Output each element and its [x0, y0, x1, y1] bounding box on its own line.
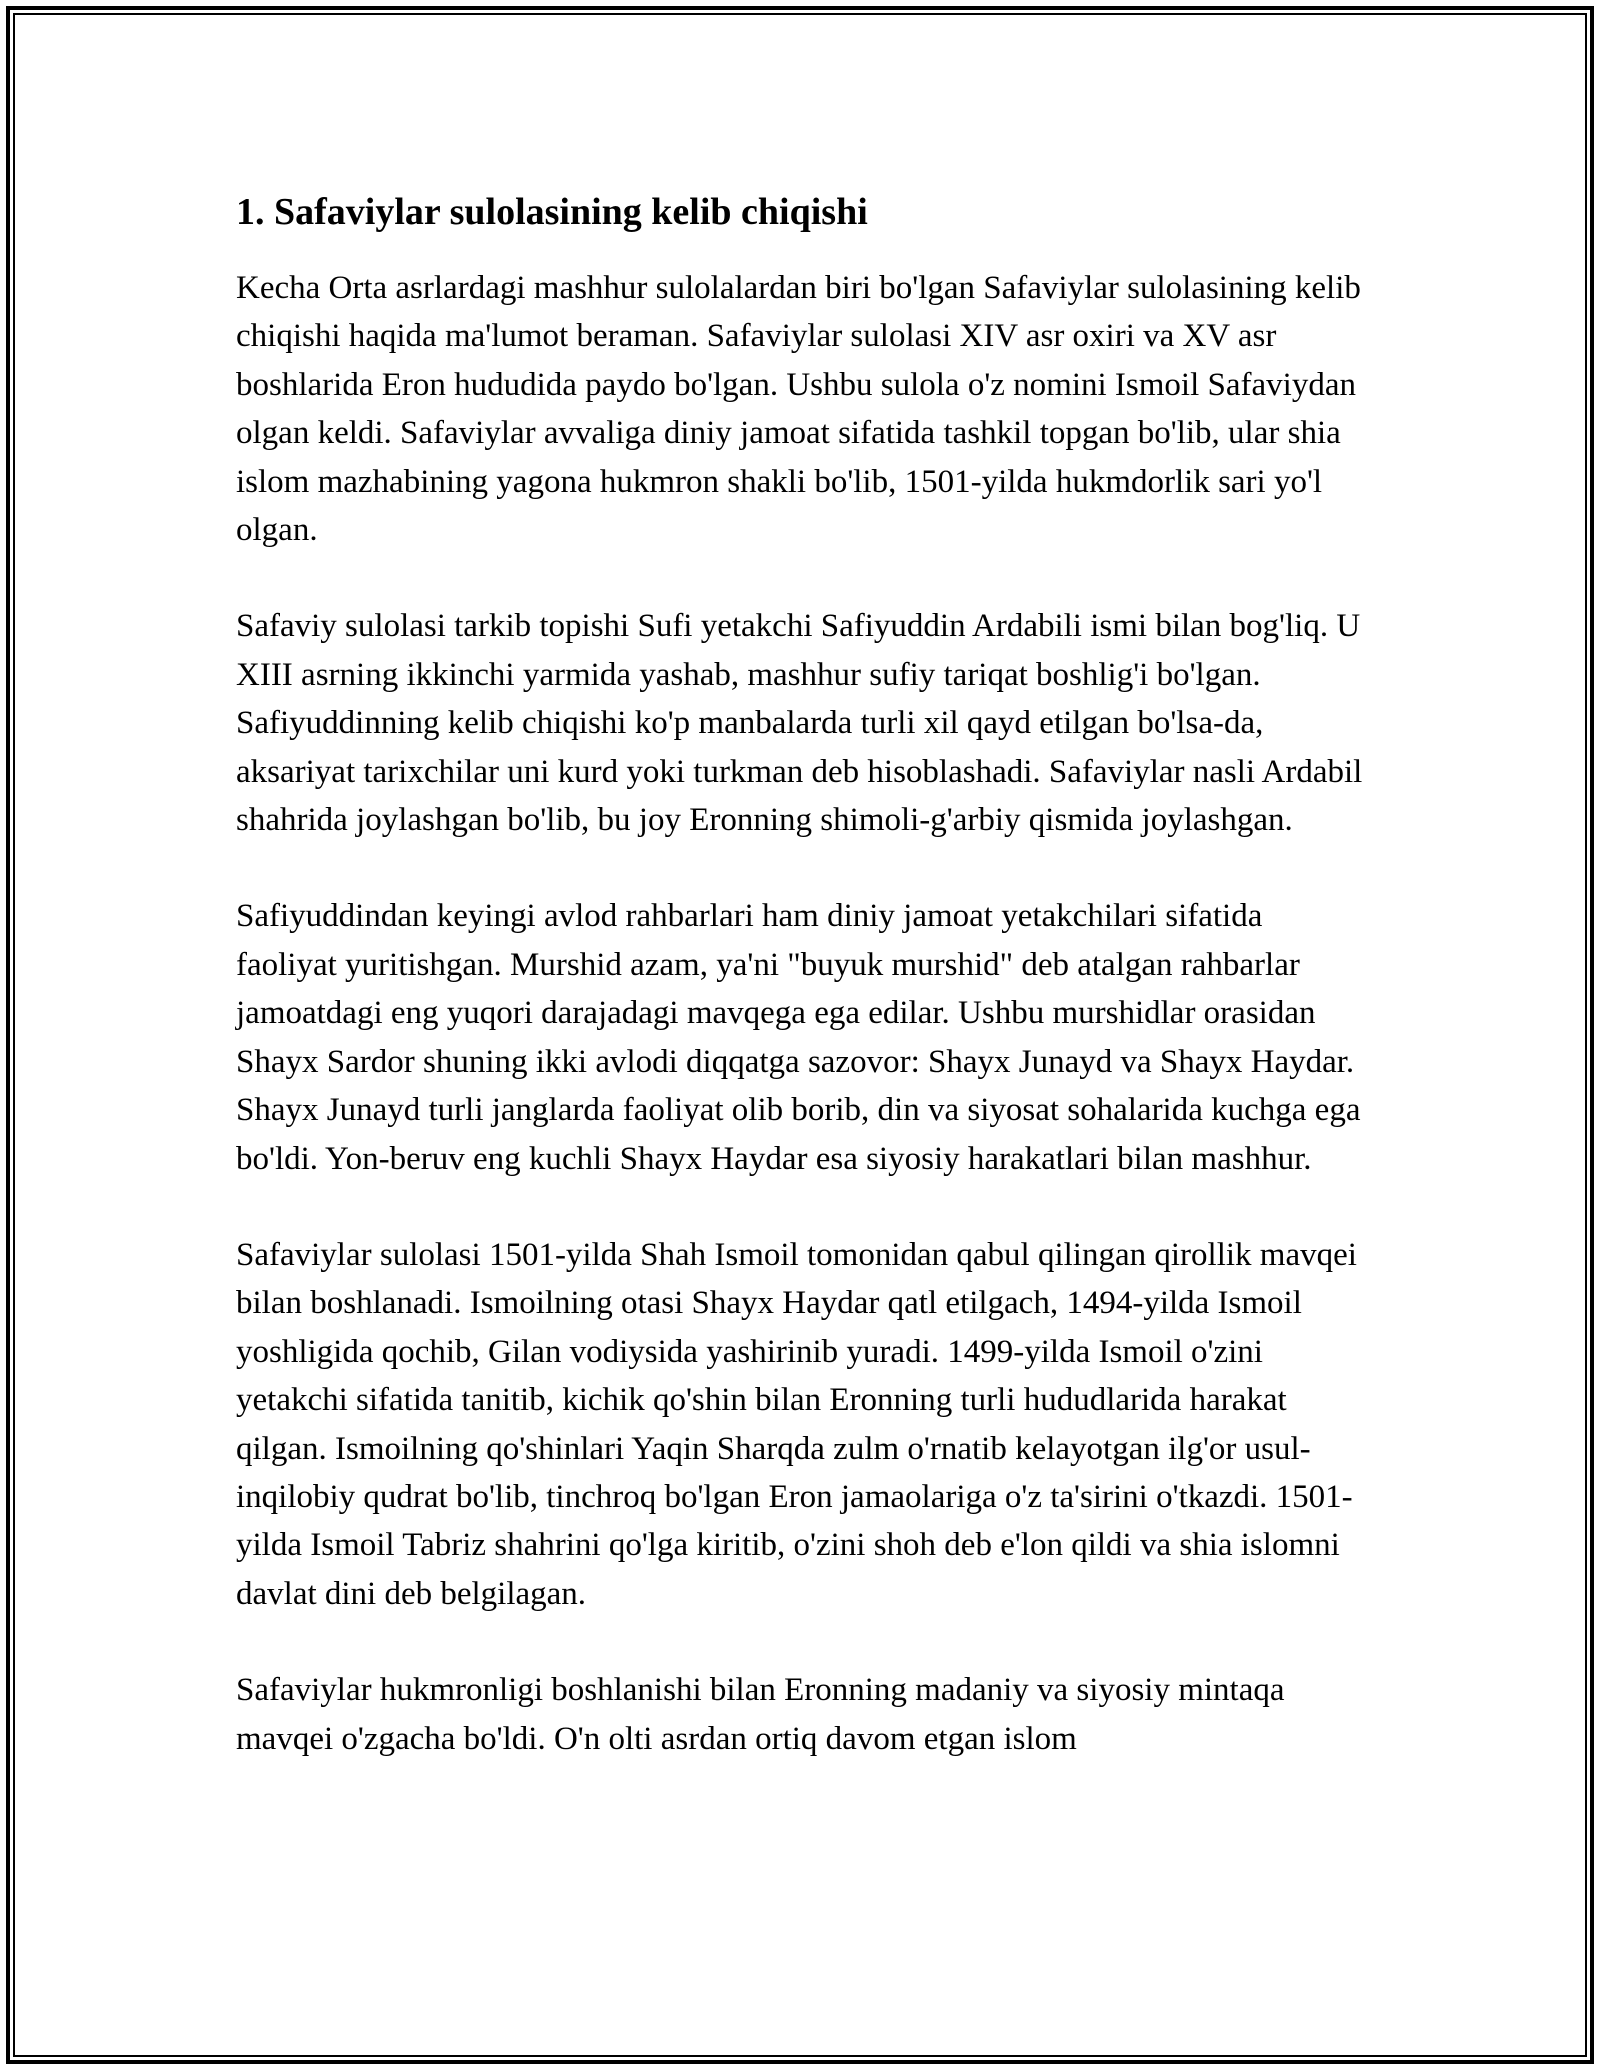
paragraph-5: Safaviylar hukmronligi boshlanishi bilan Eronning madaniy va siyosiy mintaqa mavqei o'zgacha bo'ldi. O'n olti asrdan ortiq davom etgan islom [236, 1672, 1285, 1757]
section-heading: 1. Safaviylar sulolasining kelib chiqishi [236, 191, 868, 233]
paragraph-4: Safaviylar sulolasi 1501-yilda Shah Ismoil tomonidan qabul qilingan qirollik mavqei bilan boshlanadi. Ismoilning otasi Shayx Haydar qatl etilgach, 1494-yilda Ismoil yoshligida qochib, Gilan vodiysida yashirinib yuradi. 1499-yilda Ismoil o'zini yetakchi sifatida tanitib, kichik qo'shin bilan Eronning turli hududlarida harakat qilgan. Ismoilning qo'shinlari Yaqin Sharqda zulm o'rnatib kelayotgan ilg'or usul-inqilobiy qudrat bo'lib, tinchroq bo'lgan Eron jamaolariga o'z ta'sirini o'tkazdi. 1501-yilda Ismoil Tabriz shahrini qo'lga kiritib, o'zini shoh deb e'lon qildi va shia islomni davlat dini deb belgilagan. [236, 1236, 1357, 1612]
paragraph-3: Safiyuddindan keyingi avlod rahbarlari ham diniy jamoat yetakchilari sifatida faoliyat yuritishgan. Murshid azam, ya'ni "buyuk murshid" deb atalgan rahbarlar jamoatdagi eng yuqori darajadagi mavqega ega edilar. Ushbu murshidlar orasidan Shayx Sardor shuning ikki avlodi diqqatga sazovor: Shayx Junayd va Shayx Haydar. Shayx Junayd turli janglarda faoliyat olib borib, din va siyosat sohalarida kuchga ega bo'ldi. Yon-beruv eng kuchli Shayx Haydar esa siyosiy harakatlari bilan mashhur. [236, 898, 1361, 1177]
paragraph-2: Safaviy sulolasi tarkib topishi Sufi yetakchi Safiyuddin Ardabili ismi bilan bog'liq. U XIII asrning ikkinchi yarmida yashab, mashhur sufiy tariqat boshlig'i bo'lgan. Safiyuddinning kelib chiqishi ko'p manbalarda turli xil qayd etilgan bo'lsa-da, aksariyat tarixchilar uni kurd yoki turkman deb hisoblashadi. Safaviylar nasli Ardabil shahrida joylashgan bo'lib, bu joy Eronning shimoli-g'arbiy qismida joylashgan. [236, 608, 1363, 839]
document-body [236, 186, 1366, 1811]
paragraph-1: Kecha Orta asrlardagi mashhur sulolalardan biri bo'lgan Safaviylar sulolasining kelib chiqishi haqida ma'lumot beraman. Safaviylar sulolasi XIV asr oxiri va XV asr boshlarida Eron hududida paydo bo'lgan. Ushbu sulola o'z nomini Ismoil Safaviydan olgan keldi. Safaviylar avvaliga diniy jamoat sifatida tashkil topgan bo'lib, ular shia islom mazhabining yagona hukmron shakli bo'lib, 1501-yilda hukmdorlik sari yo'l olgan. [236, 270, 1361, 549]
